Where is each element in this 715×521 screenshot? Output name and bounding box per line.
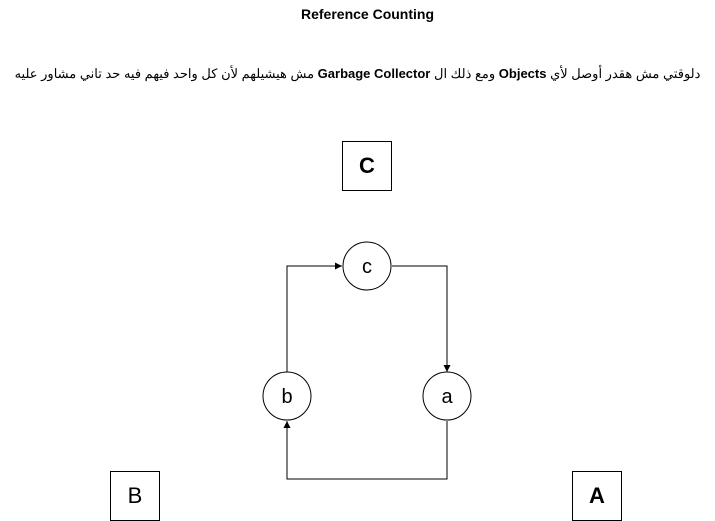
node-b-label: b xyxy=(281,386,293,408)
reference-box-a-label: A xyxy=(589,483,605,508)
node-c-label: c xyxy=(362,256,372,278)
subtitle-gc-term: Garbage Collector xyxy=(317,66,431,81)
node-a[interactable] xyxy=(423,372,471,420)
diagram-title: Reference Counting xyxy=(300,6,434,22)
node-b[interactable] xyxy=(263,372,311,420)
node-a-label: a xyxy=(441,386,453,408)
subtitle-part-1: دلوقتي مش هقدر أوصل لأي xyxy=(550,66,701,81)
subtitle-part-2: ومع ذلك ال xyxy=(434,66,496,81)
edge-a-to-b[interactable] xyxy=(287,421,447,479)
subtitle-objects-term: Objects xyxy=(498,66,547,81)
subtitle-part-3: مش هيشيلهم لأن كل واحد فيهم فيه حد تاني مشاور عليه xyxy=(14,66,315,81)
edge-c-to-a[interactable] xyxy=(392,266,447,372)
reference-box-c-label: C xyxy=(359,153,375,178)
reference-box-b-label: B xyxy=(127,483,143,508)
edge-b-to-c[interactable] xyxy=(287,266,342,372)
node-c[interactable] xyxy=(343,242,391,290)
